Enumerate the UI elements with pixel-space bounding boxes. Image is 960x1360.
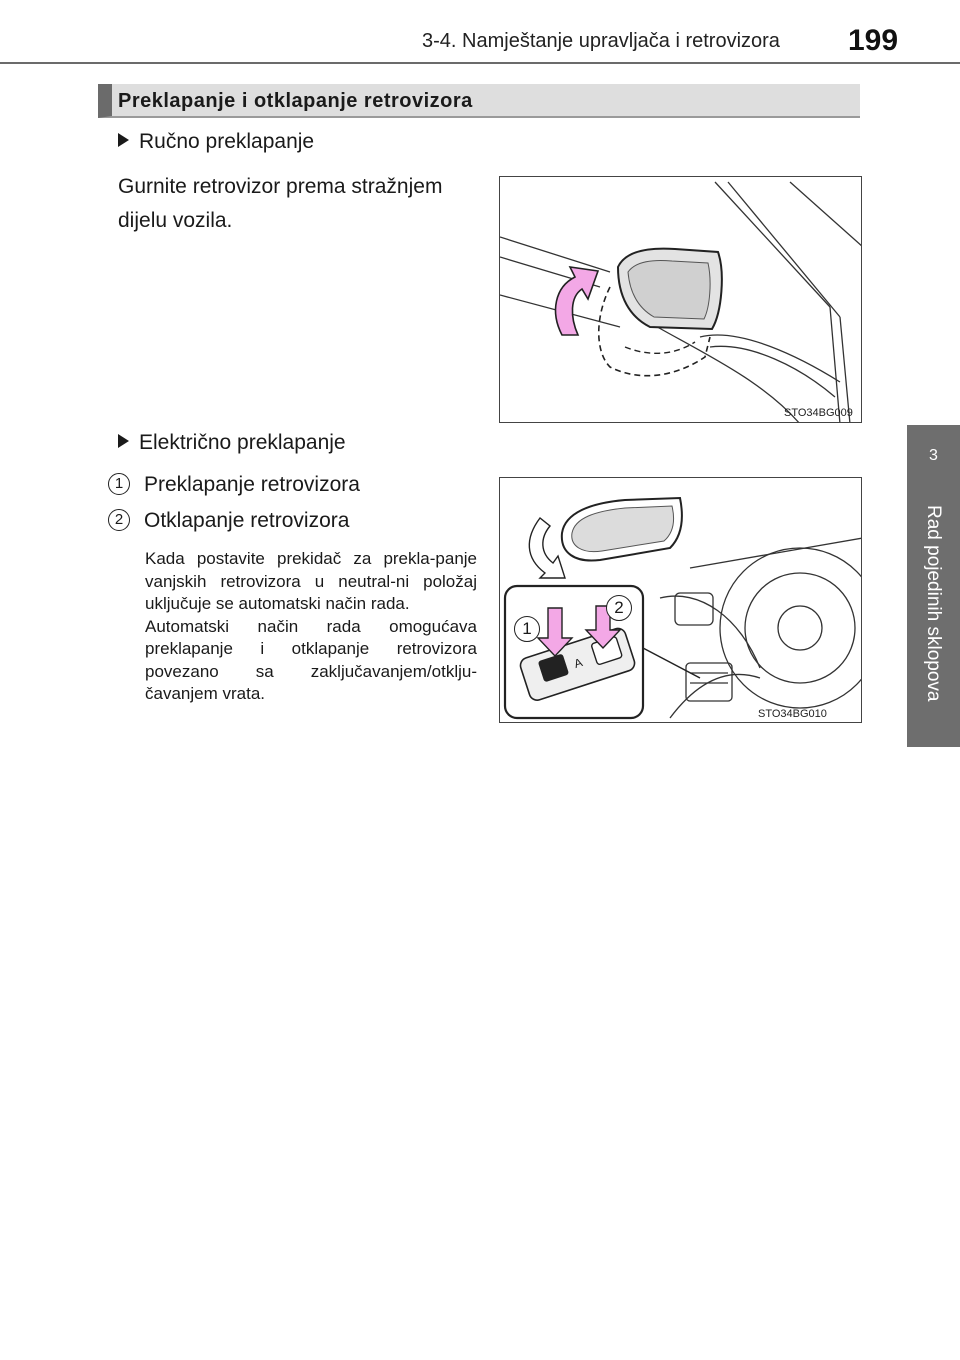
manual-instruction: Gurnite retrovizor prema stražnjem dijelu vozila. [118, 175, 443, 232]
figure-callout-2: 2 [606, 595, 632, 621]
bullet-manual-label: Ručno preklapanje [139, 130, 315, 153]
note-paragraph-1: Kada postavite prekidač za prekla-panje vanjskih retrovizora u neutral-ni položaj uključuje se automatski način rada. [145, 549, 477, 613]
bullet-electric [118, 431, 346, 455]
chapter-side-tab [907, 425, 960, 747]
swing-arrow-icon [529, 518, 565, 578]
automatic-mode-note [145, 548, 477, 706]
header-title: 3-4. Namještanje upravljača i retrovizora [422, 30, 780, 52]
page-number: 199 [848, 24, 899, 57]
item-1-label: Preklapanje retrovizora [144, 473, 360, 496]
number-badge-2: 2 [108, 509, 130, 531]
bullet-electric-label: Električno preklapanje [139, 431, 346, 454]
figure-callout-1: 1 [514, 616, 540, 642]
mirror-fold-illustration [500, 177, 862, 423]
figure-electric-switch [499, 477, 862, 723]
figure-manual-mirror [499, 176, 862, 423]
fold-arrow-icon [556, 267, 598, 335]
chapter-label: Rad pojedinih sklopova [923, 505, 944, 702]
figure-code-2: STO34BG010 [758, 708, 827, 720]
header-divider [0, 62, 960, 64]
chapter-number: 3 [929, 447, 938, 464]
item-2-label: Otklapanje retrovizora [144, 509, 350, 532]
switch-illustration [500, 478, 862, 723]
section-heading [98, 84, 860, 118]
note-paragraph-2: Automatski način rada omogućava preklapanje i otklapanje retrovizora povezano sa zaključavanjem/otklju-čavanjem vrata. [145, 616, 477, 703]
svg-text:A: A [572, 655, 585, 671]
triangle-bullet-icon [118, 434, 129, 448]
section-heading-text: Preklapanje i otklapanje retrovizora [118, 90, 473, 112]
bullet-manual [118, 130, 314, 154]
figure-code-1: STO34BG009 [784, 407, 853, 419]
number-badge-1: 1 [108, 473, 130, 495]
triangle-bullet-icon [118, 133, 129, 147]
